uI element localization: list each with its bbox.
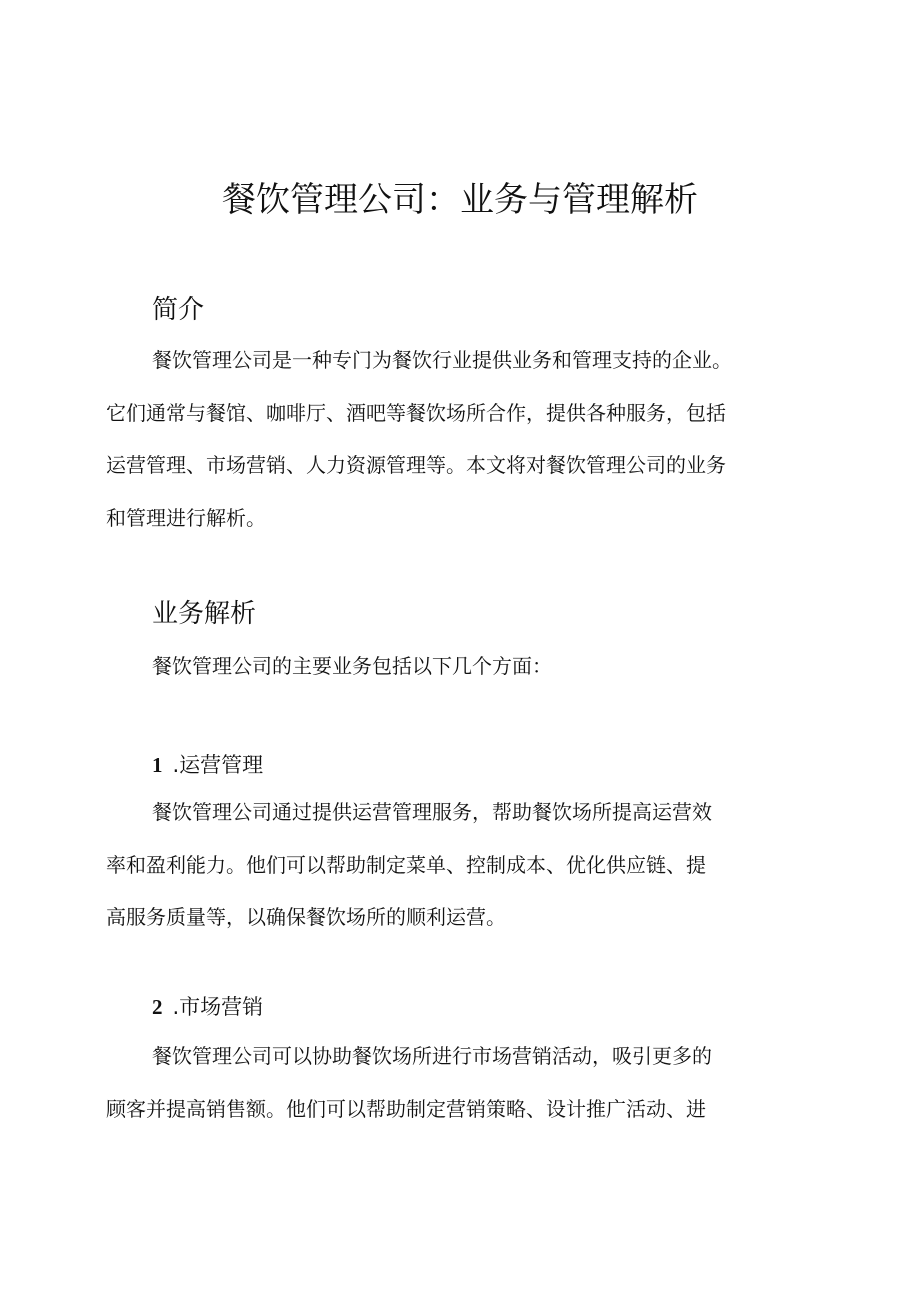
paragraph-line: 顾客并提高销售额。他们可以帮助制定营销策略、设计推广活动、进 bbox=[106, 1096, 706, 1121]
section-heading-business: 业务解析 bbox=[152, 599, 257, 629]
paragraph-line: 餐饮管理公司是一种专门为餐饮行业提供业务和管理支持的企业。 bbox=[152, 348, 732, 372]
paragraph-line: 和管理进行解析。 bbox=[106, 505, 266, 530]
subsection-title: .市场营销 bbox=[172, 995, 264, 1019]
subsection-heading-marketing bbox=[152, 990, 263, 1024]
paragraph-line: 运营管理、市场营销、人力资源管理等。本文将对餐饮管理公司的业务 bbox=[106, 453, 726, 477]
document-title: 餐饮管理公司：业务与管理解析 bbox=[222, 180, 698, 220]
subsection-number: 1 bbox=[152, 753, 163, 777]
paragraph-line: 高服务质量等，以确保餐饮场所的顺利运营。 bbox=[106, 905, 506, 929]
intro-paragraph bbox=[106, 334, 846, 544]
business-paragraph bbox=[106, 640, 846, 693]
subsection-title: .运营管理 bbox=[172, 753, 264, 777]
paragraph-line: 率和盈利能力。他们可以帮助制定菜单、控制成本、优化供应链、提 bbox=[106, 852, 706, 877]
marketing-paragraph bbox=[106, 1030, 846, 1135]
paragraph-line: 餐饮管理公司通过提供运营管理服务，帮助餐饮场所提高运营效 bbox=[152, 800, 712, 824]
paragraph-line: 餐饮管理公司的主要业务包括以下几个方面： bbox=[152, 654, 552, 678]
subsection-number: 2 bbox=[152, 995, 163, 1019]
section-heading-intro: 简介 bbox=[152, 295, 205, 325]
subsection-heading-operations bbox=[152, 748, 263, 782]
paragraph-line: 它们通常与餐馆、咖啡厅、酒吧等餐饮场所合作，提供各种服务，包括 bbox=[106, 400, 726, 425]
paragraph-line: 餐饮管理公司可以协助餐饮场所进行市场营销活动，吸引更多的 bbox=[152, 1044, 712, 1068]
operations-paragraph bbox=[106, 786, 846, 944]
